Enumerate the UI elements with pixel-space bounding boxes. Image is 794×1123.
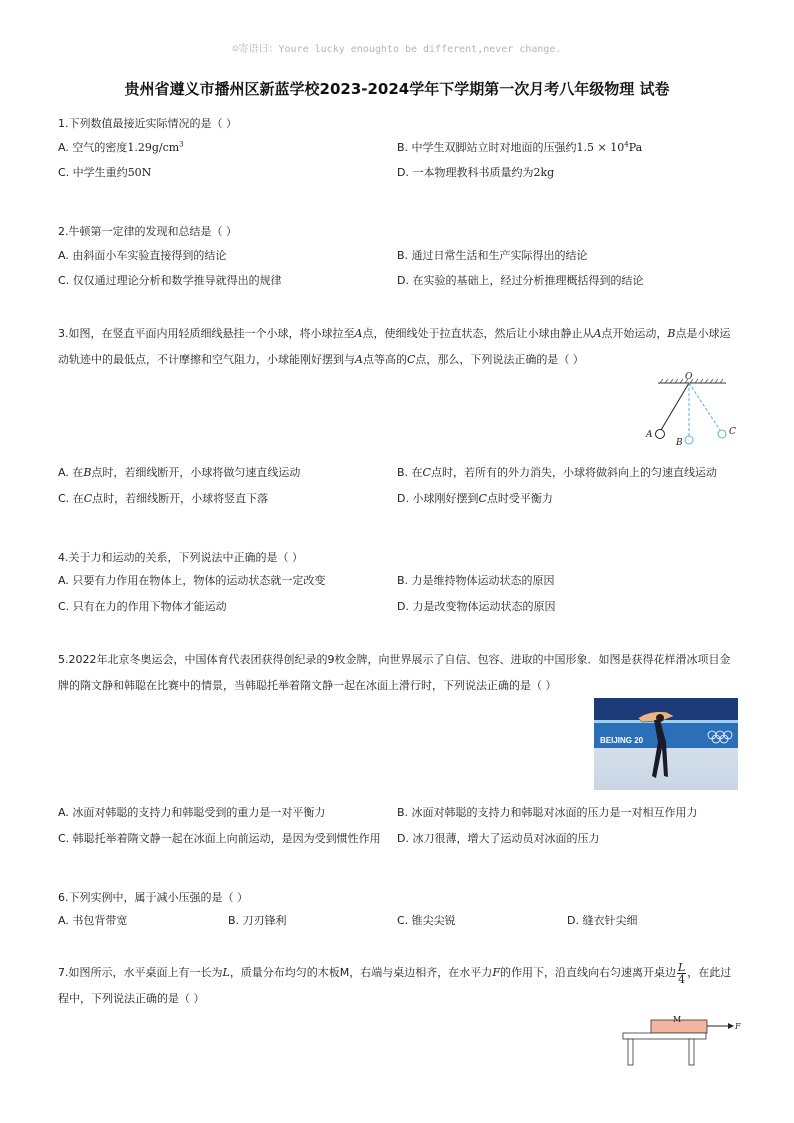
q1-option-a[interactable]: A. 空气的密度$1.29g/cm^3$ [58, 140, 184, 154]
watermark: ☺寄语曰：Youre lucky enoughto be different,never change. [232, 44, 562, 55]
q5-option-c[interactable]: C. 韩聪托举着隋文静一起在冰面上向前运动，是因为受到惯性作用 [58, 832, 381, 845]
q2-option-b[interactable]: B. 通过日常生活和生产实际得出的结论 [397, 249, 588, 262]
question-7 [58, 960, 738, 1012]
q4-option-d[interactable]: D. 力是改变物体运动状态的原因 [397, 600, 556, 613]
q5-stem: 5.2022年北京冬奥运会，中国体育代表团获得创纪录的9枚金牌，向世界展示了自信、包容、进取的中国形象．如图是获得花样滑冰项目金牌的隋文静和韩聪在比赛中的情景，当韩聪托举着隋文静一起在冰面上滑行时，下列说法正确的是（ ） [58, 653, 731, 692]
q6-option-a[interactable]: A. 书包背带宽 [58, 914, 128, 927]
question-1 [58, 111, 738, 137]
table-leg-left [628, 1039, 633, 1065]
q1-option-c[interactable]: C. 中学生重约50N [58, 166, 152, 179]
label-a: A [646, 430, 653, 440]
label-f: F [735, 1022, 741, 1031]
q5-option-b[interactable]: B. 冰面对韩聪的支持力和韩聪对冰面的压力是一对相互作用力 [397, 806, 698, 819]
question-3 [58, 321, 738, 373]
q4-stem: 4.关于力和运动的关系，下列说法中正确的是（ ） [58, 551, 303, 564]
q5-option-a[interactable]: A. 冰面对韩聪的支持力和韩聪受到的重力是一对平衡力 [58, 806, 326, 819]
q4-option-a[interactable]: A. 只要有力作用在物体上，物体的运动状态就一定改变 [58, 574, 326, 587]
table-leg-right [689, 1039, 694, 1065]
q3-option-d[interactable]: D. 小球刚好摆到C点时受平衡力 [397, 492, 553, 505]
q2-option-c[interactable]: C. 仅仅通过理论分析和数学推导就得出的规律 [58, 274, 282, 287]
photo-banner-text: BEIJING 20 [600, 736, 644, 745]
board-figure [618, 1012, 742, 1072]
fraction-l-over-4: $\frac{L}{4}$ [677, 960, 686, 986]
label-c: C [729, 427, 736, 437]
string-c [689, 383, 720, 430]
table-top [623, 1033, 706, 1039]
ball-a [656, 430, 665, 439]
question-5 [58, 647, 738, 699]
skating-photo [594, 698, 738, 790]
q6-option-d[interactable]: D. 缝衣针尖细 [567, 914, 638, 927]
q6-stem: 6.下列实例中，属于减小压强的是（ ） [58, 891, 248, 904]
q6-option-b[interactable]: B. 刀刃锋利 [228, 914, 287, 927]
q3-stem: 3.如图，在竖直平面内用轻质细线悬挂一个小球，将小球拉至A点，使细线处于拉直状态，然后让小球由静止从A点开始运动，B点是小球运动轨迹中的最低点，不计摩擦和空气阻力，小球能刚好摆到与A点等高的C点，那么，下列说法正确的是（ ） [58, 327, 731, 366]
page-title: 贵州省遵义市播州区新蓝学校2023-2024学年下学期第一次月考八年级物理 试卷 [124, 80, 670, 98]
label-b: B [676, 438, 683, 448]
q1-stem: 1.下列数值最接近实际情况的是（ ） [58, 117, 237, 130]
label-m: M [673, 1015, 682, 1024]
q2-stem: 2.牛顿第一定律的发现和总结是（ ） [58, 225, 237, 238]
string-a [661, 383, 689, 430]
q2-option-a[interactable]: A. 由斜面小车实验直接得到的结论 [58, 249, 227, 262]
q3-option-c[interactable]: C. 在C点时，若细线断开，小球将竖直下落 [58, 492, 269, 505]
q1-option-d[interactable]: D. 一本物理教科书质量约为2kg [397, 166, 555, 179]
q7-stem: 7.如图所示，水平桌面上有一长为L，质量分布均匀的木板M，右端与桌边相齐，在水平力F的作用下，沿直线向右匀速离开桌边 $\frac{L}{4}$ ，在此过程中，下列说法正确的是（ ） [58, 960, 732, 1005]
q6-option-c[interactable]: C. 锥尖尖锐 [397, 914, 456, 927]
q3-option-a[interactable]: A. 在B点时，若细线断开，小球将做匀速直线运动 [58, 466, 301, 479]
q2-option-d[interactable]: D. 在实验的基础上，经过分析推理概括得到的结论 [397, 274, 644, 287]
q5-option-d[interactable]: D. 冰刀很薄，增大了运动员对冰面的压力 [397, 832, 600, 845]
q3-option-b[interactable]: B. 在C点时，若所有的外力消失，小球将做斜向上的匀速直线运动 [397, 466, 717, 479]
label-o: O [685, 372, 693, 382]
question-6 [58, 885, 738, 911]
ball-b [685, 436, 693, 444]
q4-option-b[interactable]: B. 力是维持物体运动状态的原因 [397, 574, 555, 587]
question-4 [58, 545, 738, 571]
pendulum-figure [640, 370, 740, 450]
force-arrowhead [728, 1023, 734, 1029]
question-2 [58, 219, 738, 245]
q1-option-b[interactable]: B. 中学生双脚站立时对地面的压强约$1.5 \times 10^4Pa$ [397, 140, 643, 154]
q4-option-c[interactable]: C. 只有在力的作用下物体才能运动 [58, 600, 227, 613]
ball-c [718, 430, 726, 438]
